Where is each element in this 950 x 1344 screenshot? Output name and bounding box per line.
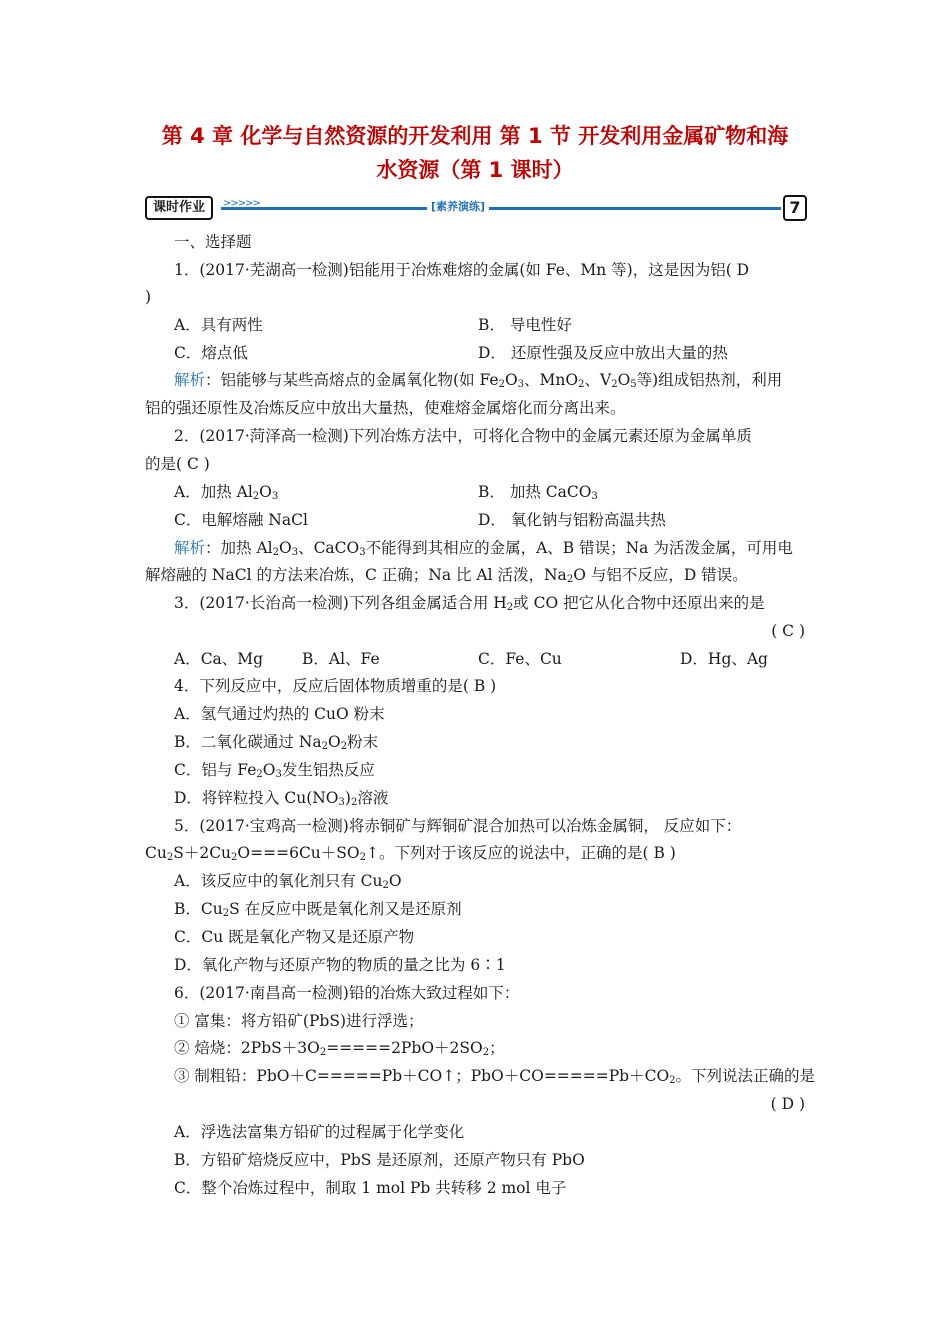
banner-rule <box>221 207 781 210</box>
question-1-option-a: A．具有两性 <box>174 316 263 334</box>
question-5-option-c: C．Cu 既是氧化产物又是还原产物 <box>174 928 415 946</box>
question-3-option-b: B．Al、Fe <box>302 650 380 668</box>
question-1-option-c: C．熔点低 <box>174 344 248 362</box>
question-6-step-2: ② 焙烧：$2PbS+3O_2=====2PbO+2SO_2$； <box>174 1039 505 1058</box>
question-6-option-a: A．浮选法富集方铅矿的过程属于化学变化 <box>174 1123 465 1141</box>
banner-number: 7 <box>783 195 807 221</box>
question-1-option-b: B． 导电性好 <box>478 316 572 334</box>
question-2-stem: 2．(2017·菏泽高一检测)下列冶炼方法中，可将化合物中的金属元素还原为金属单质 <box>174 427 752 445</box>
question-2-option-c: C．电解熔融 NaCl <box>174 511 308 529</box>
banner-label: 课时作业 <box>145 196 213 220</box>
question-1-analysis-cont: 铝的强还原性及冶炼反应中放出大量热，使难熔金属熔化而分离出来。 <box>145 399 626 417</box>
question-5-equation: $Cu_2S+2Cu_2O===6Cu+SO_2↑$。下列对于该反应的说法中，正确的是( B ) <box>145 844 676 863</box>
banner-center-label: [素养演练] <box>427 198 489 214</box>
question-2-analysis-cont: 解熔融的 NaCl 的方法来冶炼，C 正确；Na 比 Al 活泼，$Na_2O$ 与铝不反应，D 错误。 <box>145 566 748 585</box>
question-2-stem-end: 的是( C ) <box>145 455 210 473</box>
analysis-label: 解析 <box>174 371 206 389</box>
question-6-answer: ( D ) <box>770 1095 805 1113</box>
question-5-stem: 5．(2017·宝鸡高一检测)将赤铜矿与辉铜矿混合加热可以冶炼金属铜， 反应如下： <box>174 817 742 835</box>
question-4-option-d: D．将锌粒投入 $Cu(NO_3)_2$溶液 <box>174 789 389 808</box>
question-3-option-d: D．Hg、Ag <box>680 650 768 668</box>
question-2-option-b: B． 加热 CaCO$_3$ <box>478 483 598 502</box>
section-heading: 一、选择题 <box>174 233 252 251</box>
question-1-option-d: D． 还原性强及反应中放出大量的热 <box>478 344 728 362</box>
question-3-option-a: A．Ca、Mg <box>174 650 264 668</box>
question-6-stem: 6．(2017·南昌高一检测)铅的冶炼大致过程如下： <box>174 984 520 1002</box>
question-5-option-a: A．该反应中的氧化剂只有 $Cu_2O$ <box>174 872 402 891</box>
question-4-stem: 4．下列反应中，反应后固体物质增重的是( B ) <box>174 677 497 695</box>
analysis-label: 解析 <box>174 539 206 557</box>
question-3-answer: ( C ) <box>771 622 805 640</box>
question-6-step-1: ① 富集：将方铅矿(PbS)进行浮选； <box>174 1012 424 1030</box>
question-3-option-c: C．Fe、Cu <box>478 650 562 668</box>
question-4-option-a: A．氢气通过灼热的 CuO 粉末 <box>174 705 385 723</box>
question-1-analysis: 解析：铝能够与某些高熔点的金属氧化物(如 $Fe_2O_3$、MnO$_2$、$V_2O_5$等)组成铝热剂，利用 <box>174 371 783 390</box>
question-4-option-b: B．二氧化碳通过 $Na_2O_2$粉末 <box>174 733 379 752</box>
question-5-option-d: D．氧化产物与还原产物的物质的量之比为 6∶1 <box>174 956 506 974</box>
page-title-line-2: 水资源（第 1 课时） <box>376 158 574 182</box>
question-5-option-b: B．$Cu_2S$ 在反应中既是氧化剂又是还原剂 <box>174 900 462 919</box>
question-2-option-d: D． 氧化钠与铝粉高温共热 <box>478 511 666 529</box>
question-6-step-3: ③ 制粗铅：PbO＋C=====Pb＋CO↑；$PbO+CO=====Pb+CO_2$。下列说法正确的是 <box>174 1067 816 1086</box>
question-6-option-c: C．整个冶炼过程中，制取 1 mol Pb 共转移 2 mol 电子 <box>174 1179 567 1197</box>
page-title-line-1: 第 4 章 化学与自然资源的开发利用 第 1 节 开发利用金属矿物和海 <box>161 124 789 148</box>
question-4-option-c: C．铝与 $Fe_2O_3$发生铝热反应 <box>174 761 375 780</box>
question-3-stem: 3．(2017·长治高一检测)下列各组金属适合用 $H_2$或 CO 把它从化合物中还原出来的是 <box>174 594 765 613</box>
homework-banner <box>145 196 807 220</box>
question-1-stem-end: ) <box>145 288 152 306</box>
question-1-stem: 1．(2017·芜湖高一检测)铝能用于冶炼难熔的金属(如 Fe、Mn 等)，这是因为铝( D <box>174 261 750 279</box>
banner-arrows: >>>>> <box>223 198 260 209</box>
question-2-analysis: 解析：加热 $Al_2O_3$、CaCO$_3$不能得到其相应的金属，A、B 错误；Na 为活泼金属，可用电 <box>174 539 793 558</box>
question-6-option-b: B．方铅矿焙烧反应中，PbS 是还原剂，还原产物只有 PbO <box>174 1151 585 1169</box>
question-2-option-a: A．加热 $Al_2O_3$ <box>174 483 279 502</box>
